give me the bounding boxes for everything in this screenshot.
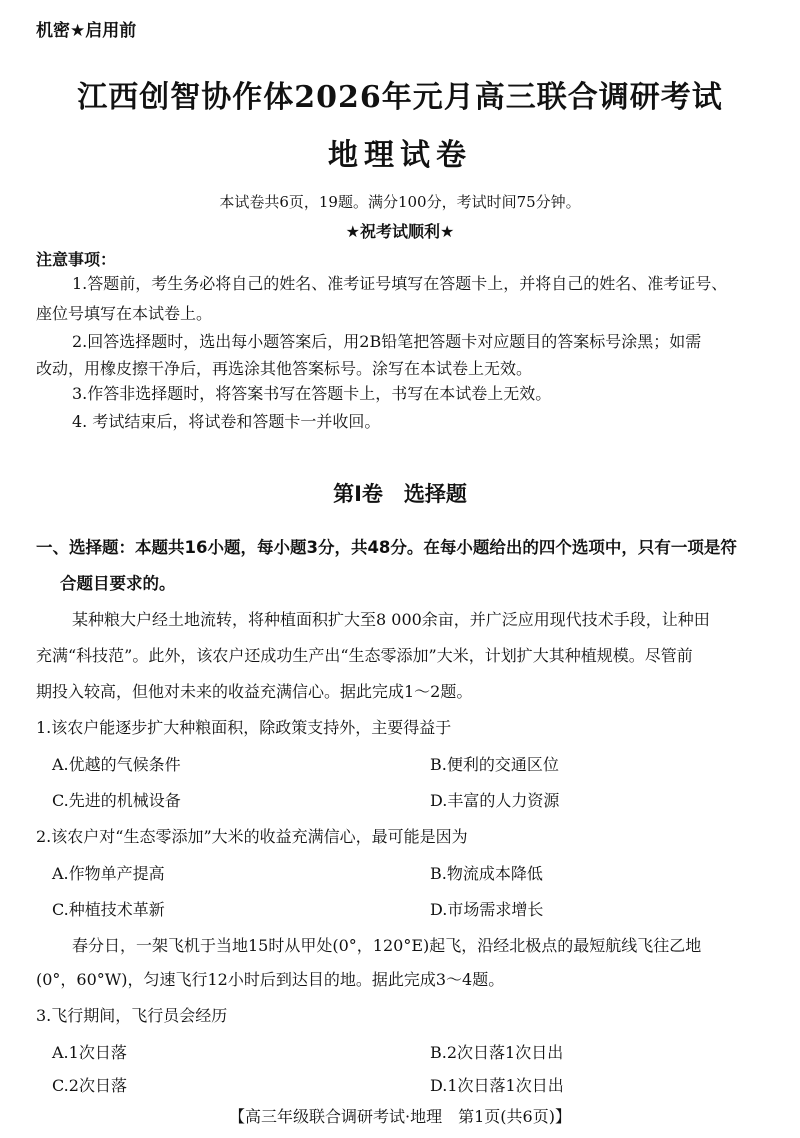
note-line-6: 4. 考试结束后，将试卷和答题卡一并收回。 [72, 412, 381, 431]
part1-heading-line1: 一、选择题：本题共16小题，每小题3分，共48分。在每小题给出的四个选项中，只有一项是符 [36, 538, 737, 557]
q2-option-c: C.种植技术革新 [52, 900, 165, 919]
good-luck-line: ★祝考试顺利★ [345, 222, 455, 241]
question-2-stem: 2.该农户对“生态零添加”大米的收益充满信心，最可能是因为 [36, 827, 468, 846]
notes-title: 注意事项： [36, 250, 117, 269]
confidential-label: 机密★启用前 [36, 21, 137, 41]
q3-option-c: C.2次日落 [52, 1076, 127, 1095]
q1-option-d: D.丰富的人力资源 [430, 791, 560, 810]
question-1-stem: 1.该农户能逐步扩大种粮面积，除政策支持外，主要得益于 [36, 718, 452, 737]
passage2-line1: 春分日，一架飞机于当地15时从甲处(0°，120°E)起飞，沿经北极点的最短航线飞往乙地 [72, 936, 702, 955]
passage1-line3: 期投入较高，但他对未来的收益充满信心。据此完成1～2题。 [36, 682, 473, 701]
q3-option-a: A.1次日落 [52, 1043, 127, 1062]
note-line-2: 座位号填写在本试卷上。 [36, 304, 213, 323]
note-line-4: 改动，用橡皮擦干净后，再选涂其他答案标号。涂写在本试卷上无效。 [36, 359, 533, 378]
q3-option-d: D.1次日落1次日出 [430, 1076, 564, 1095]
page-footer: 【高三年级联合调研考试·地理 第1页(共6页)】 [229, 1107, 571, 1126]
section-title: 第Ⅰ卷 选择题 [333, 482, 467, 506]
q1-option-a: A.优越的气候条件 [52, 755, 181, 774]
note-line-3: 2.回答选择题时，选出每小题答案后，用2B铅笔把答题卡对应题目的答案标号涂黑；如需 [72, 332, 702, 351]
passage1-line2: 充满“科技范”。此外，该农户还成功生产出“生态零添加”大米，计划扩大其种植规模。尽管前 [36, 646, 693, 665]
subject-title: 地理试卷 [328, 138, 472, 173]
passage2-line2: (0°，60°W)，匀速飞行12小时后到达目的地。据此完成3～4题。 [36, 970, 505, 989]
q3-option-b: B.2次日落1次日出 [430, 1043, 564, 1062]
q2-option-d: D.市场需求增长 [430, 900, 544, 919]
passage1-line1: 某种粮大户经土地流转，将种植面积扩大至8 000余亩，并广泛应用现代技术手段，让种田 [72, 610, 710, 629]
q2-option-b: B.物流成本降低 [430, 864, 543, 883]
question-3-stem: 3.飞行期间，飞行员会经历 [36, 1006, 228, 1025]
note-line-5: 3.作答非选择题时，将答案书写在答题卡上，书写在本试卷上无效。 [72, 384, 552, 403]
q2-option-a: A.作物单产提高 [52, 864, 165, 883]
exam-info: 本试卷共6页，19题。满分100分，考试时间75分钟。 [219, 193, 581, 211]
q1-option-c: C.先进的机械设备 [52, 791, 181, 810]
part1-heading-line2: 合题目要求的。 [60, 574, 176, 593]
exam-title: 江西创智协作体2026年元月高三联合调研考试 [77, 80, 723, 115]
note-line-1: 1.答题前，考生务必将自己的姓名、准考证号填写在答题卡上，并将自己的姓名、准考证号、 [72, 274, 728, 293]
q1-option-b: B.便利的交通区位 [430, 755, 559, 774]
